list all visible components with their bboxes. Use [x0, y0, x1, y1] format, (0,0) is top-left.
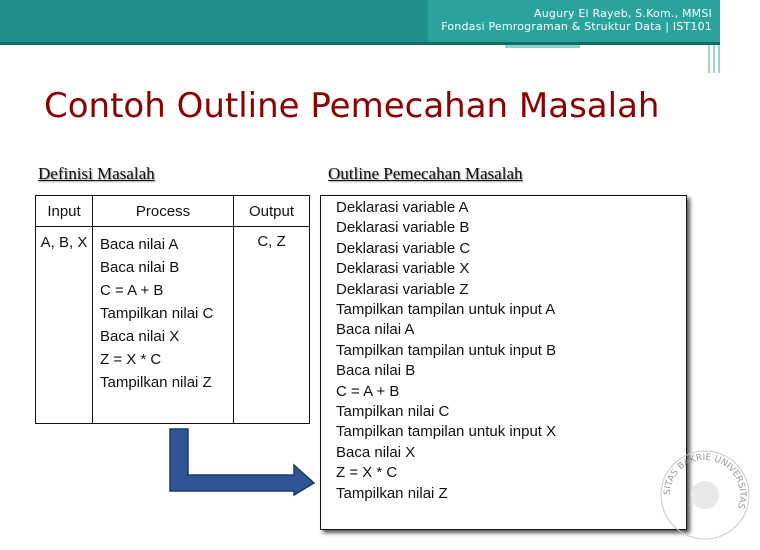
list-item: Baca nilai B — [336, 362, 416, 380]
list-item: Deklarasi variable Z — [336, 280, 469, 298]
outline-list — [336, 198, 556, 504]
definition-heading: Definisi Masalah — [38, 164, 155, 183]
list-item: Baca nilai A — [336, 321, 415, 339]
table-row — [36, 227, 310, 424]
process-step: C = A + B — [100, 282, 164, 299]
output-cell: C, Z — [234, 227, 310, 424]
process-step: Baca nilai X — [100, 328, 180, 345]
list-item: Deklarasi variable B — [336, 219, 470, 237]
input-cell: A, B, X — [36, 227, 93, 424]
header-divider — [0, 42, 720, 45]
right-arrow-icon — [168, 427, 318, 497]
seal-text: SITAS BAKRIE UNIVERSITAS — [662, 452, 748, 510]
process-cell — [93, 227, 234, 424]
process-step: Baca nilai A — [100, 236, 179, 253]
list-item: Deklarasi variable C — [336, 239, 471, 257]
ipo-table — [35, 195, 310, 424]
list-item: Tampilkan nilai C — [336, 403, 450, 421]
accent-bar — [505, 45, 580, 48]
process-header: Process — [93, 196, 234, 227]
course-name: Fondasi Pemrograman & Struktur Data | IST101 — [441, 20, 712, 33]
process-step: Tampilkan nilai C — [100, 305, 214, 322]
process-step: Z = X * C — [100, 351, 162, 368]
university-seal-logo — [650, 440, 760, 550]
output-header: Output — [234, 196, 310, 227]
list-item: C = A + B — [336, 382, 400, 400]
input-header: Input — [36, 196, 93, 227]
author-name: Augury El Rayeb, S.Kom., MMSI — [534, 7, 712, 20]
outline-heading: Outline Pemecahan Masalah — [328, 164, 523, 183]
list-item: Z = X * C — [336, 464, 398, 482]
list-item: Tampilkan nilai Z — [336, 484, 448, 502]
process-step: Baca nilai B — [100, 259, 180, 276]
list-item: Tampilkan tampilan untuk input X — [336, 423, 557, 441]
list-item: Tampilkan tampilan untuk input B — [336, 341, 557, 359]
list-item: Deklarasi variable X — [336, 260, 470, 278]
list-item: Baca nilai X — [336, 443, 416, 461]
edge-decoration — [708, 45, 720, 73]
slide-title: Contoh Outline Pemecahan Masalah — [44, 86, 660, 126]
table-header-row — [36, 196, 310, 227]
header-caption — [441, 7, 712, 33]
list-item: Tampilkan tampilan untuk input A — [336, 301, 556, 319]
process-step: Tampilkan nilai Z — [100, 374, 212, 391]
list-item: Deklarasi variable A — [336, 199, 469, 216]
